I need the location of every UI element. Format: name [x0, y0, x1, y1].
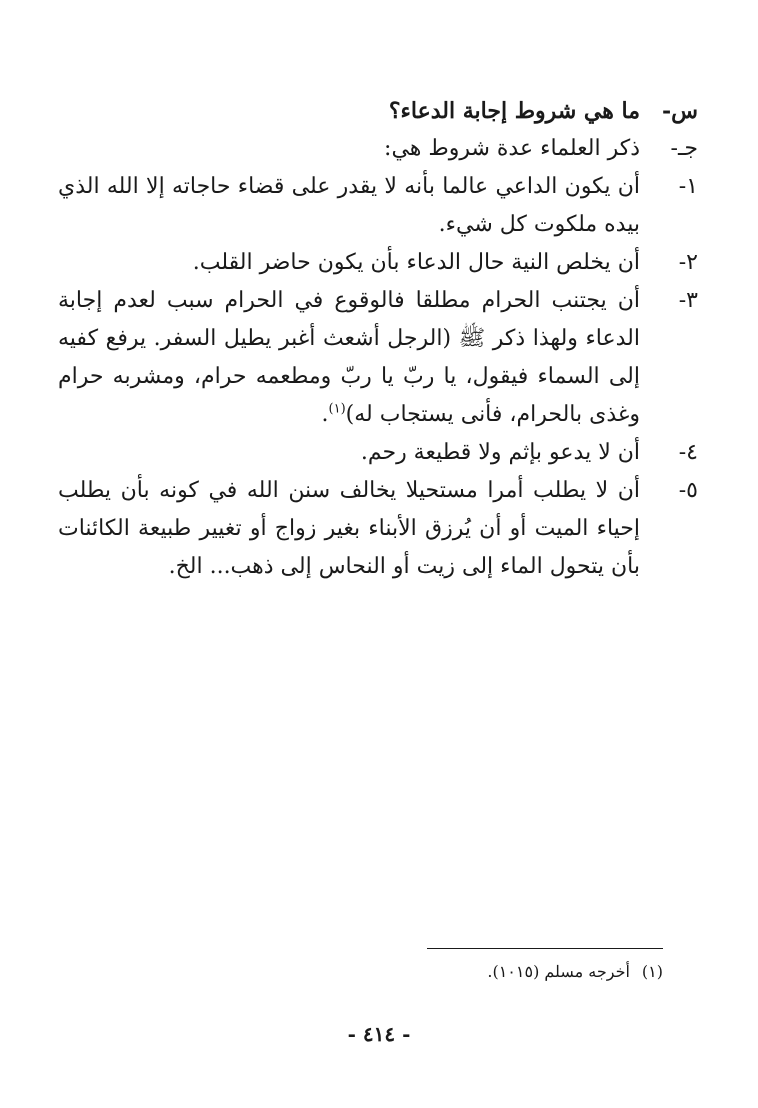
footnote-text: أخرجه مسلم (١٠١٥).: [487, 962, 630, 981]
condition-text: أن يكون الداعي عالما بأنه لا يقدر على قضاء حاجاته إلا الله الذي بيده ملكوت كل شيء.: [58, 174, 640, 237]
footnote: [263, 960, 663, 984]
answer-text: ذكر العلماء عدة شروط هي:: [384, 136, 640, 161]
condition-number: ٤-: [678, 440, 698, 465]
condition-item-1: [58, 168, 698, 244]
question-heading: [58, 92, 698, 130]
condition-item-4: [58, 434, 698, 472]
main-content: [58, 92, 698, 586]
page-number: - ٤١٤ -: [347, 1022, 411, 1046]
condition-item-2: [58, 244, 698, 282]
condition-text: أن لا يدعو بإثم ولا قطيعة رحم.: [360, 440, 640, 465]
condition-text-wrapper: [58, 282, 640, 434]
answer-marker: جـ-: [670, 136, 698, 161]
footnote-divider: [427, 948, 663, 949]
question-marker: س-: [662, 98, 698, 124]
condition-number: ٣-: [678, 288, 698, 313]
condition-text-end: .: [321, 402, 329, 427]
footnote-number: (١): [641, 962, 663, 981]
answer-intro: [58, 130, 698, 168]
question-text: ما هي شروط إجابة الدعاء؟: [388, 98, 640, 124]
condition-item-5: [58, 472, 698, 586]
condition-text: أن لا يطلب أمرا مستحيلا يخالف سنن الله في كونه بأن يطلب إحياء الميت أو أن يُرزق الأبناء بغير زواج أو تغيير طبيعة الكائنات بأن يتحول الماء إلى زيت أو النحاس إلى ذهب... الخ.: [58, 478, 640, 579]
condition-text: أن يجتنب الحرام مطلقا فالوقوع في الحرام سبب لعدم إجابة الدعاء ولهذا ذكر ﷺ (الرجل أشعث أغبر يطيل السفر. يرفع كفيه إلى السماء فيقول، يا ربّ يا ربّ ومطعمه حرام، ومشربه حرام وغذى بالحرام، فأنى يستجاب له): [58, 288, 640, 427]
condition-item-3: [58, 282, 698, 434]
condition-number: ١-: [678, 174, 698, 199]
condition-number: ٢-: [678, 250, 698, 275]
condition-text: أن يخلص النية حال الدعاء بأن يكون حاضر القلب.: [192, 250, 640, 275]
condition-number: ٥-: [678, 478, 698, 503]
footnote-reference[interactable]: (١): [328, 401, 346, 417]
